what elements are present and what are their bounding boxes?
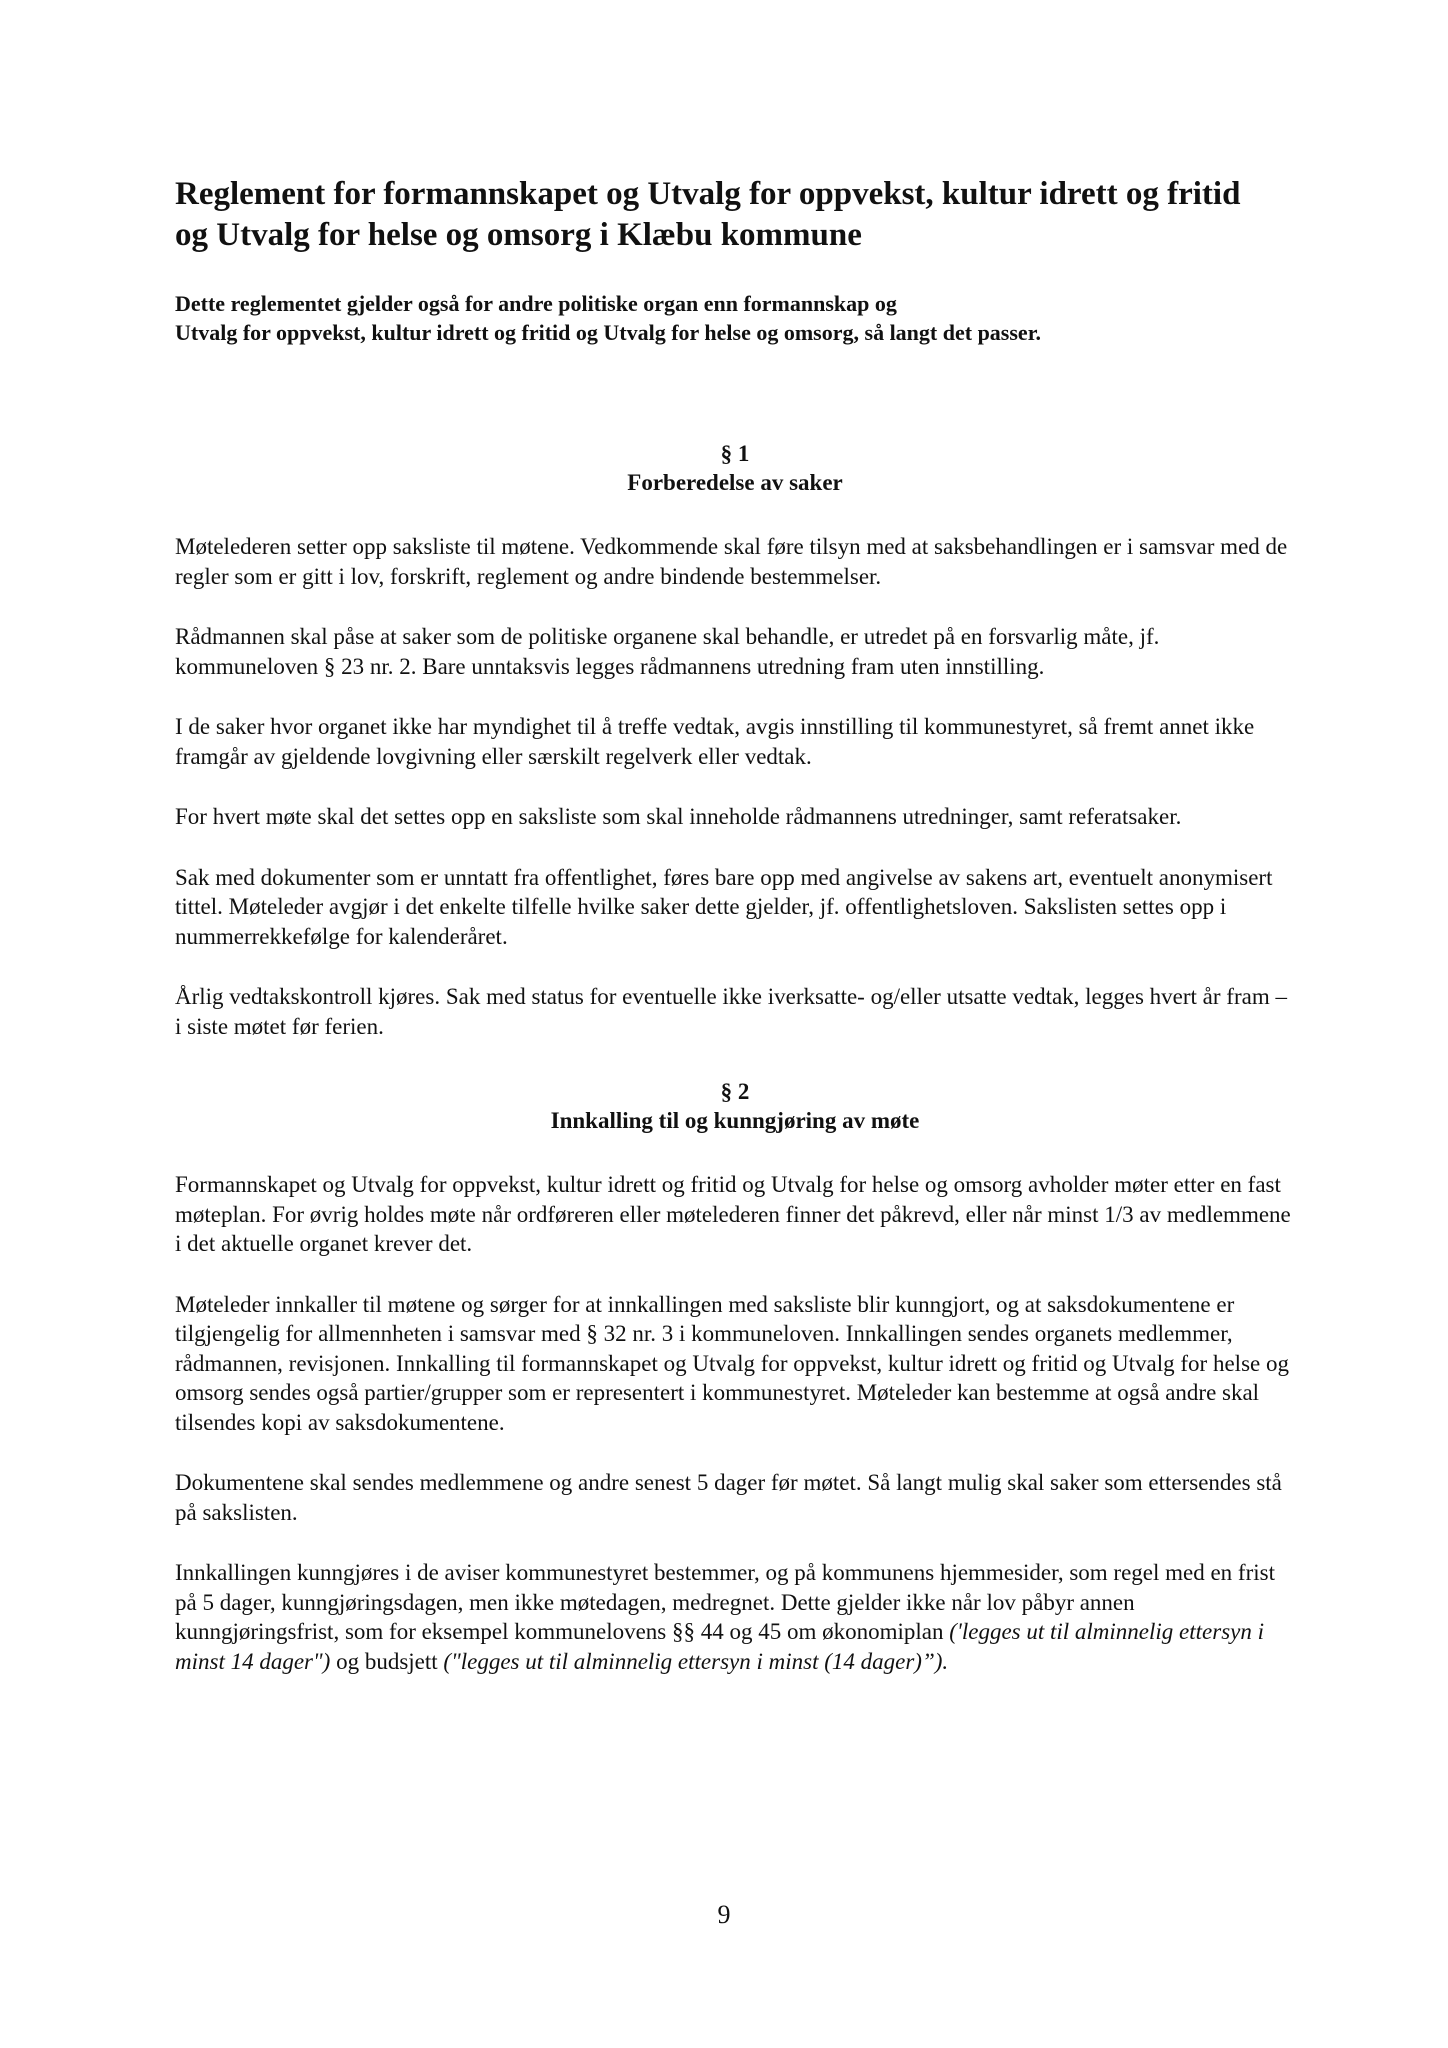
section-2-paragraph: Dokumentene skal sendes medlemmene og andre senest 5 dager før møtet. Så langt mulig skal saker som ettersendes stå på sakslisten. — [175, 1470, 1282, 1525]
document-title-line-2: og Utvalg for helse og omsorg i Klæbu kommune — [175, 217, 862, 253]
section-1-paragraph: For hvert møte skal det settes opp en saksliste som skal inneholde rådmannens utredninger, samt referatsaker. — [175, 804, 1182, 829]
section-1-paragraph: Sak med dokumenter som er unntatt fra offentlighet, føres bare opp med angivelse av sakens art, eventuelt anonymisert tittel. Møteleder avgjør i det enkelte tilfelle hvilke saker dette gjelder, jf. offentlighetsloven. Sakslisten settes opp i nummerrekkefølge for kalenderåret. — [175, 864, 1273, 949]
section-1-paragraph: Rådmannen skal påse at saker som de politiske organene skal behandle, er utredet på en forsvarlig måte, jf. kommuneloven § 23 nr. 2. Bare unntaksvis legges rådmannens utredning fram uten innstilling. — [175, 624, 1160, 679]
section-1-title: Forberedelse av saker — [627, 470, 843, 495]
italic-quote: ("legges ut til alminnelig ettersyn i minst (14 dager)”). — [443, 1648, 949, 1674]
paragraph-text: og budsjett — [330, 1648, 444, 1674]
italic-quote: ('legges ut til alminnelig ettersyn i minst 14 dager") — [175, 1619, 1264, 1674]
document-title — [175, 174, 1295, 256]
section-2-paragraph: Formannskapet og Utvalg for oppvekst, kultur idrett og fritid og Utvalg for helse og omsorg avholder møter etter en fast møteplan. For øvrig holdes møte når ordføreren eller møtelederen finner det påkrevd, eller når minst 1/3 av medlemmene i det aktuelle organet krever det. — [175, 1172, 1291, 1256]
section-2-last-paragraph — [175, 1558, 1295, 1676]
document-title-line-1: Reglement for formannskapet og Utvalg for oppvekst, kultur idrett og fritid — [175, 176, 1241, 212]
section-1-number: § 1 — [720, 441, 750, 466]
section-1-paragraph: Årlig vedtakskontroll kjøres. Sak med status for eventuelle ikke iverksatte- og/eller utsatte vedtak, legges hvert år fram – i siste møtet før ferien. — [175, 984, 1287, 1039]
section-1-heading — [175, 439, 1295, 497]
paragraph-text: Innkallingen kunngjøres i de aviser kommunestyret bestemmer, og på kommunens hjemmesider, som regel med en frist på 5 dager, kunngjøringsdagen, men ikke møtedagen, medregnet. Dette gjelder ikke når lov påbyr annen kunngjøringsfrist, som for eksempel kommunelovens §§ 44 og 45 om økonomiplan — [175, 1560, 1275, 1644]
scope-note-line-2: Utvalg for oppvekst, kultur idrett og fritid og Utvalg for helse og omsorg, så langt det passer. — [175, 320, 1041, 345]
section-2-paragraph: Møteleder innkaller til møtene og sørger for at innkallingen med saksliste blir kunngjort, og at saksdokumentene er tilgjengelig for allmennheten i samsvar med § 32 nr. 3 i kommuneloven. Innkallingen sendes organets medlemmer, rådmannen, revisjonen. Innkalling til formannskapet og Utvalg for oppvekst, kultur idrett og fritid og Utvalg for helse og omsorg sendes også partier/grupper som er representert i kommunestyret. Møteleder kan bestemme at også andre skal tilsendes kopi av saksdokumentene. — [175, 1291, 1289, 1435]
scope-note — [175, 289, 1295, 347]
page-content — [175, 174, 1295, 1676]
page-number: 9 — [717, 1900, 731, 1929]
section-2-heading — [175, 1077, 1295, 1135]
section-2-title: Innkalling til og kunngjøring av møte — [550, 1108, 920, 1133]
section-1-paragraph: Møtelederen setter opp saksliste til møtene. Vedkommende skal føre tilsyn med at saksbehandlingen er i samsvar med de regler som er gitt i lov, forskrift, reglement og andre bindende bestemmelser. — [175, 534, 1288, 589]
scope-note-line-1: Dette reglementet gjelder også for andre politiske organ enn formannskap og — [175, 291, 897, 316]
section-2-number: § 2 — [720, 1079, 750, 1104]
section-1-paragraph: I de saker hvor organet ikke har myndighet til å treffe vedtak, avgis innstilling til kommunestyret, så fremt annet ikke framgår av gjeldende lovgivning eller særskilt regelverk eller vedtak. — [175, 714, 1255, 769]
